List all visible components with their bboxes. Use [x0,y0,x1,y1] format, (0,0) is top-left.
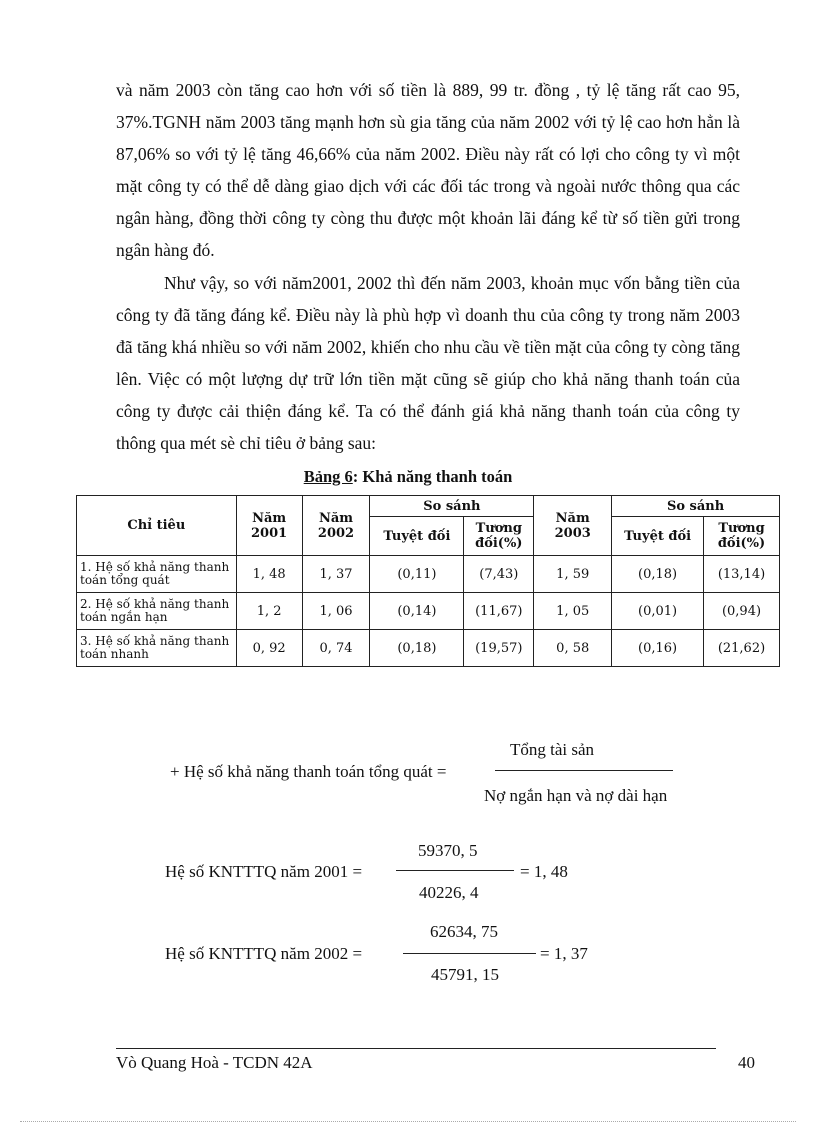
calc-2002-numerator: 62634, 75 [430,922,498,941]
cell-2003: 1, 59 [534,556,612,593]
formula-general-lhs: + Hệ số khả năng thanh toán tổng quát = [170,762,447,781]
calc-2001-lhs: Hệ số KNTTTQ năm 2001 = [165,862,363,881]
formula-general-numerator: Tổng tài sản [510,740,595,759]
cell-2001: 1, 2 [236,593,302,630]
row-label: 3. Hệ số khả năng thanh toán nhanh [77,630,237,667]
calc-2002-result: = 1, 37 [540,944,588,963]
table-row [77,593,780,630]
formula-general-denominator: Nợ ngắn hạn và nợ dài hạn [484,786,668,805]
cell-2001: 0, 92 [236,630,302,667]
header-tuyet-doi-1: Tuyệt đối [370,517,464,556]
cell-abs-1: (0,18) [370,630,464,667]
header-tuong-doi-1: Tương đối(%) [464,517,534,556]
table-caption-label: Bảng 6 [303,467,353,486]
header-tuong-doi-2: Tương đối(%) [704,517,780,556]
cell-abs-1: (0,11) [370,556,464,593]
header-nam-2002: Năm 2002 [302,496,370,556]
cell-rel-2: (21,62) [704,630,780,667]
row-label: 2. Hệ số khả năng thanh toán ngắn hạn [77,593,237,630]
page-number: 40 [738,1053,755,1072]
cell-2003: 1, 05 [534,593,612,630]
page-edge [20,1121,796,1122]
footer-rule [116,1048,716,1049]
cell-rel-1: (19,57) [464,630,534,667]
cell-2003: 0, 58 [534,630,612,667]
cell-rel-2: (13,14) [704,556,780,593]
cell-abs-2: (0,01) [612,593,704,630]
liquidity-table [76,495,780,667]
header-so-sanh-2: So sánh [612,496,780,517]
calc-2002-denominator: 45791, 15 [431,965,499,984]
fraction-bar [396,870,514,871]
cell-rel-1: (7,43) [464,556,534,593]
header-nam-2003: Năm 2003 [534,496,612,556]
cell-2002: 1, 06 [302,593,370,630]
header-tuyet-doi-2: Tuyệt đối [612,517,704,556]
table-row [77,556,780,593]
paragraph-2: Như vậy, so với năm2001, 2002 thì đến năm 2003, khoản mục vốn bằng tiền của công ty đã tăng đáng kể. Điều này là phù hợp vì doanh thu của công ty trong năm 2003 đã tăng khá nhiều so với năm 2002, khiến cho nhu cầu về tiền mặt của công ty còng tăng lên. Việc có một lượng dự trữ lớn tiền mặt cũng sẽ giúp cho khả năng thanh toán của công ty được cải thiện đáng kể. Ta có thể đánh giá khả năng thanh toán của công ty thông qua mét sè chỉ tiêu ở bảng sau: [116,273,740,453]
table-row [77,630,780,667]
row-label: 1. Hệ số khả năng thanh toán tổng quát [77,556,237,593]
header-nam-2001: Năm 2001 [236,496,302,556]
header-chi-tieu: Chỉ tiêu [77,496,237,556]
cell-rel-1: (11,67) [464,593,534,630]
fraction-bar [495,770,673,771]
calc-2002-lhs: Hệ số KNTTTQ năm 2002 = [165,944,363,963]
header-so-sanh-1: So sánh [370,496,534,517]
cell-abs-1: (0,14) [370,593,464,630]
table-caption [0,467,816,487]
cell-2002: 0, 74 [302,630,370,667]
cell-abs-2: (0,18) [612,556,704,593]
cell-abs-2: (0,16) [612,630,704,667]
cell-rel-2: (0,94) [704,593,780,630]
calc-2001-numerator: 59370, 5 [418,841,478,860]
cell-2001: 1, 48 [236,556,302,593]
calc-2001-result: = 1, 48 [520,862,568,881]
footer-author: Vò Quang Hoà - TCDN 42A [116,1053,313,1072]
cell-2002: 1, 37 [302,556,370,593]
calc-2001-denominator: 40226, 4 [419,883,479,902]
paragraph-1: và năm 2003 còn tăng cao hơn với số tiền là 889, 99 tr. đồng , tỷ lệ tăng rất cao 95, 37%.TGNH năm 2003 tăng mạnh hơn sù gia tăng của năm 2002 với tỷ lệ cao hơn hẳn là 87,06% so với tỷ lệ tăng 46,66% của năm 2002. Điều này rất có lợi cho công ty vì một mặt công ty có thể dễ dàng giao dịch với các đối tác trong và ngoài nước thông qua các ngân hàng, đồng thời công ty còng thu được một khoản lãi đáng kể từ số tiền gửi trong ngân hàng đó. [116,80,740,260]
fraction-bar [403,953,536,954]
table-caption-title: : Khả năng thanh toán [352,467,513,486]
